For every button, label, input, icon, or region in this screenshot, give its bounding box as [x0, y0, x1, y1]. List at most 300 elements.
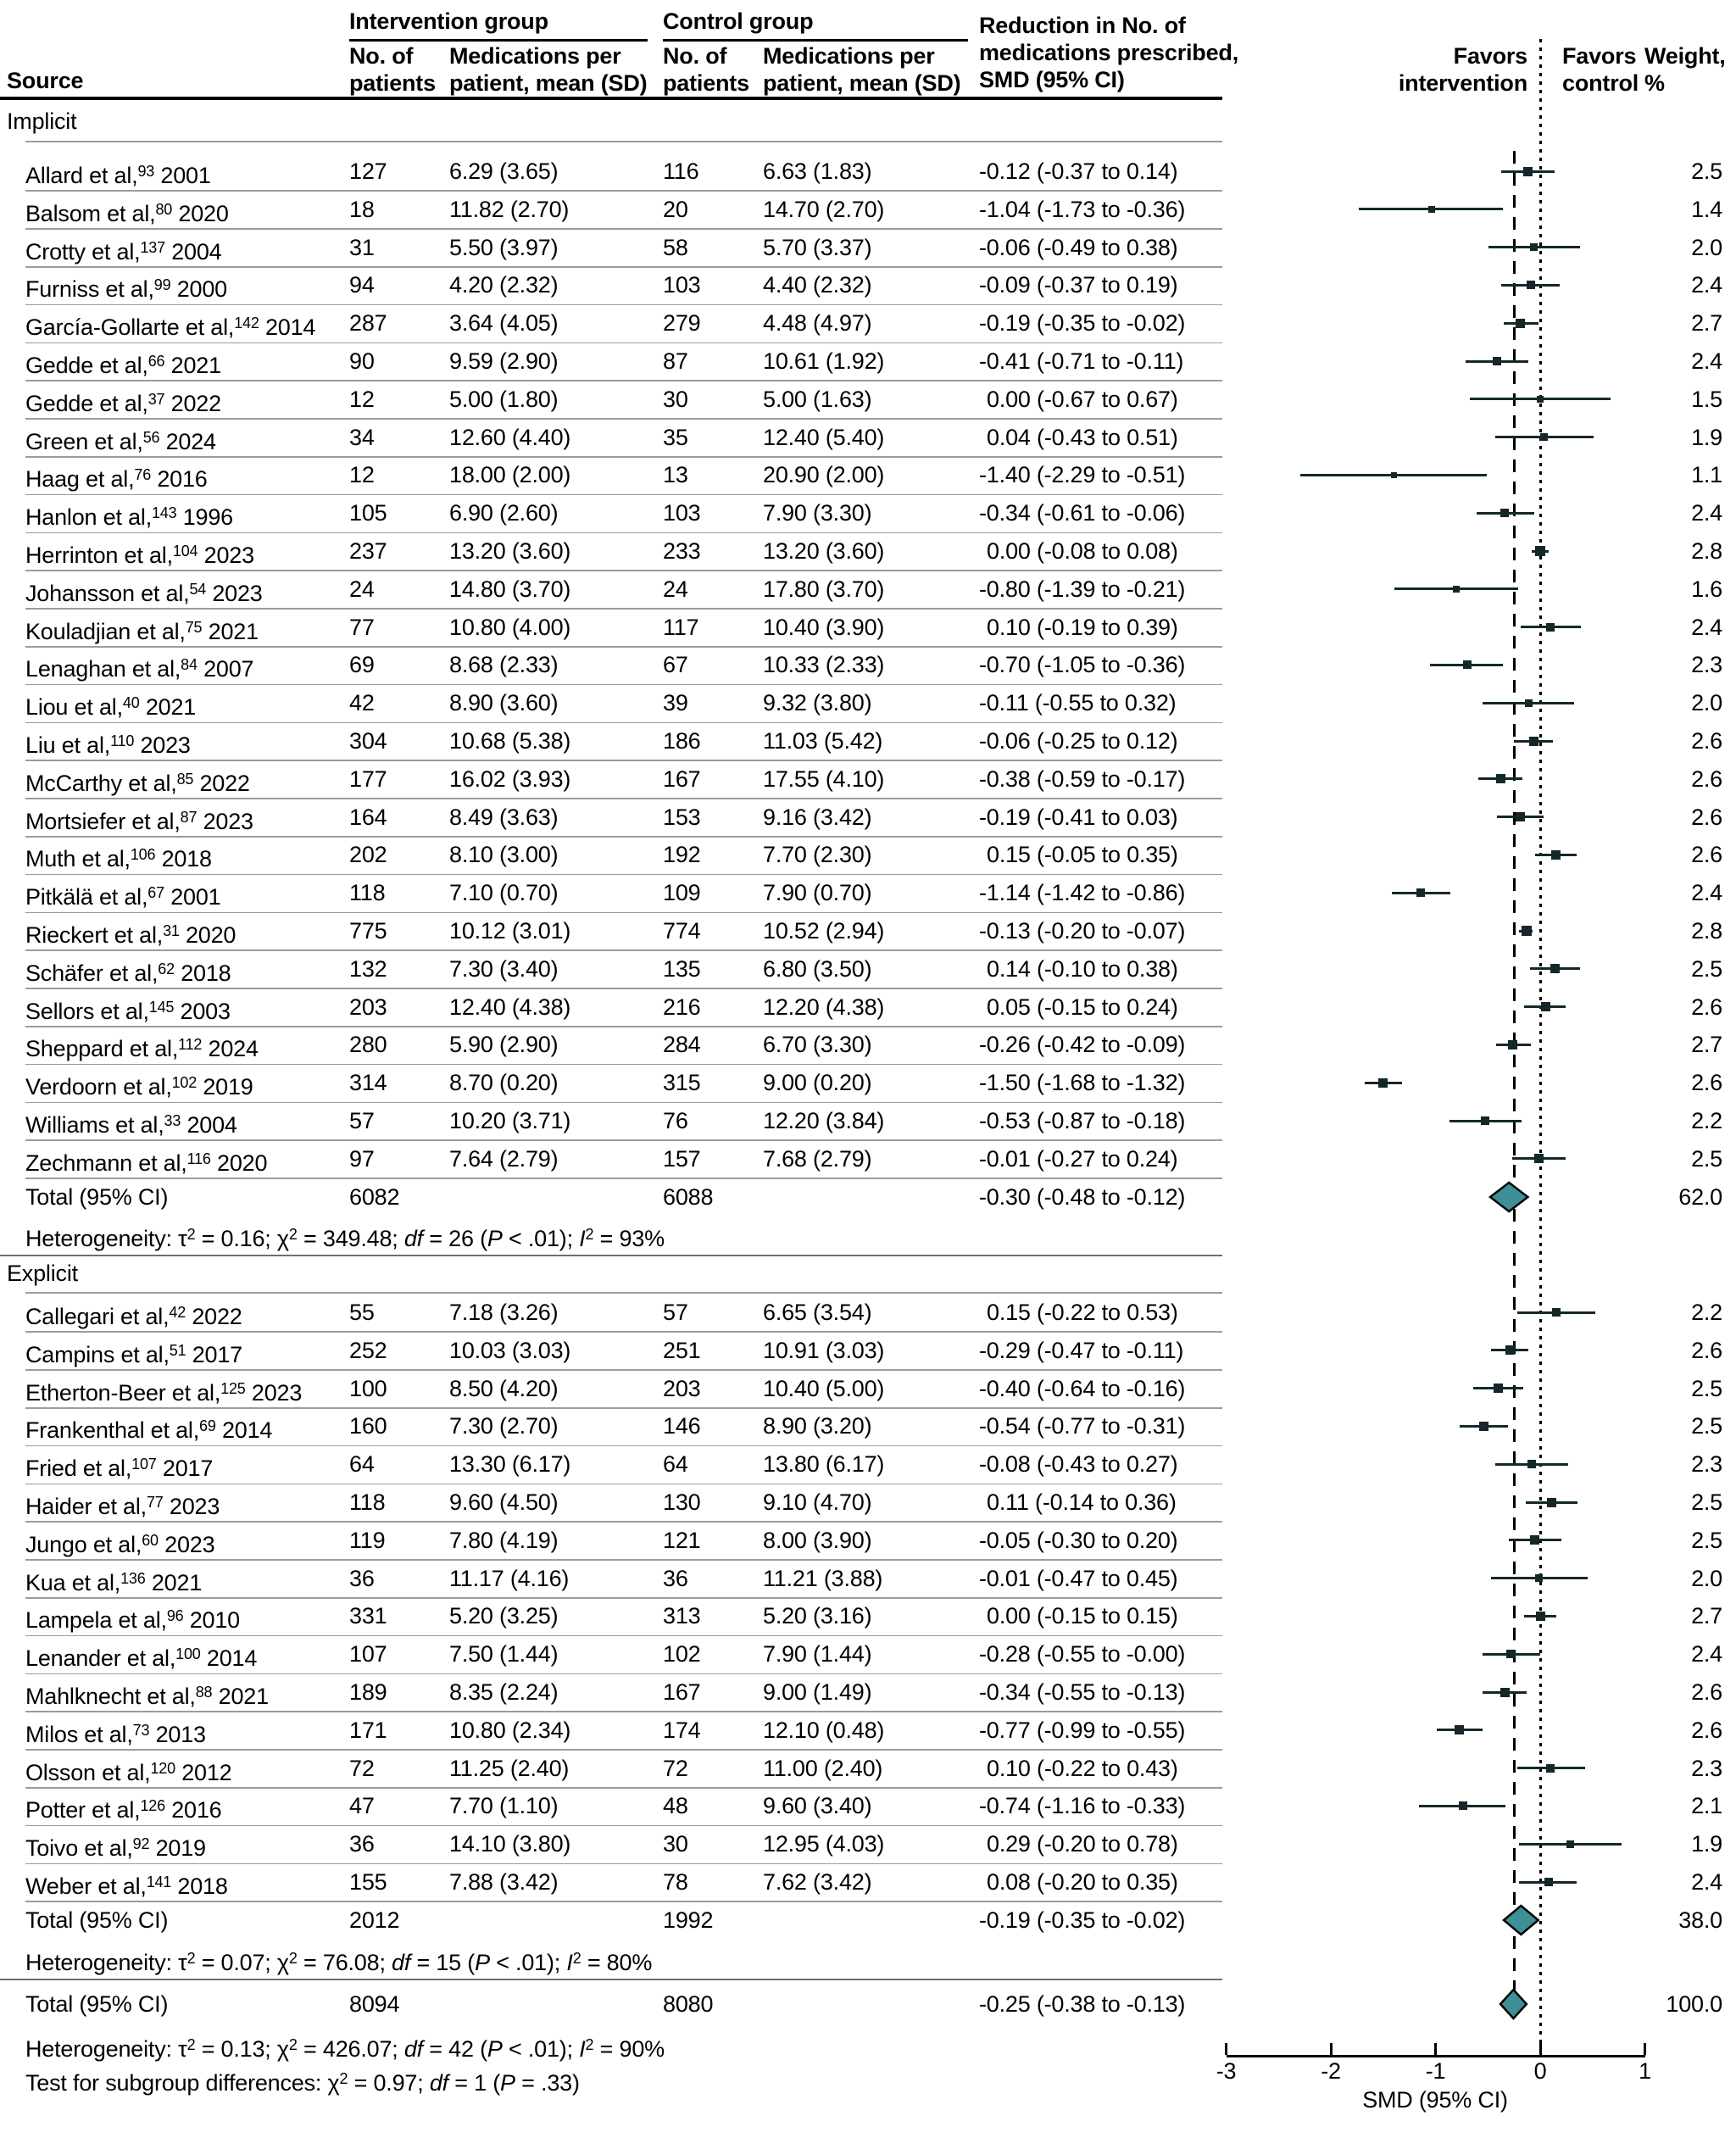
axis-tick-label: 0: [1533, 2058, 1547, 2084]
axis-tick: [1434, 2043, 1437, 2055]
control-n: 117: [663, 614, 699, 640]
intervention-n: 2012: [349, 1907, 400, 1933]
study-source: Sellors et al,$^{145}$ 2003: [25, 998, 231, 1024]
weight-value: 62.0: [1678, 1183, 1722, 1210]
control-n: 36: [663, 1565, 688, 1591]
intervention-n: 287: [349, 310, 387, 337]
reference-superscript: 100: [175, 1645, 201, 1663]
control-n: 233: [663, 538, 701, 564]
control-mean-sd: 9.00 (1.49): [763, 1679, 872, 1705]
weight-value: 2.3: [1691, 1451, 1722, 1478]
reference-superscript: 54: [189, 580, 207, 598]
intervention-mean-sd: 5.90 (2.90): [449, 1032, 559, 1058]
weight-value: 2.4: [1691, 1641, 1722, 1668]
reference-superscript: 125: [220, 1379, 246, 1397]
note-segment: I: [566, 1950, 573, 1975]
study-source: Lenander et al,$^{100}$ 2014: [25, 1645, 258, 1672]
intervention-n: 18: [349, 196, 375, 222]
smd-value: 0.14 (-0.10 to 0.38): [987, 955, 1178, 982]
note-segment: < .01);: [489, 1950, 567, 1975]
intervention-mean-sd: 8.68 (2.33): [449, 652, 559, 678]
smd-value: 0.04 (-0.43 to 0.51): [987, 424, 1178, 450]
control-mean-sd: 12.20 (3.84): [763, 1108, 885, 1133]
note-segment: 2: [585, 1226, 594, 1244]
intervention-mean-sd: 7.10 (0.70): [449, 880, 559, 906]
point-estimate-marker: [1378, 1078, 1388, 1088]
row-separator: [25, 1139, 1222, 1141]
point-estimate-marker: [1516, 812, 1525, 821]
row-separator: [25, 722, 1222, 724]
smd-value: -0.77 (-0.99 to -0.55): [979, 1717, 1186, 1743]
control-mean-sd: 9.00 (0.20): [763, 1070, 872, 1096]
intervention-n: 304: [349, 728, 387, 754]
reference-superscript: 120: [150, 1759, 175, 1777]
smd-value: 0.00 (-0.67 to 0.67): [987, 386, 1178, 412]
study-source: Toivo et al,$^{92}$ 2019: [25, 1835, 206, 1862]
point-estimate-marker: [1552, 1308, 1561, 1317]
study-source: Mortsiefer et al,$^{87}$ 2023: [25, 808, 253, 834]
note-segment: df: [429, 2070, 448, 2096]
column-header-smd: Reduction in No. of medications prescribed, SMD (95% CI): [979, 13, 1239, 92]
intervention-n: 8094: [349, 1991, 400, 2017]
note-segment: P: [475, 1950, 490, 1975]
weight-value: 2.5: [1691, 1375, 1722, 1401]
study-source: Balsom et al,$^{80}$ 2020: [25, 200, 229, 226]
control-mean-sd: 10.40 (5.00): [763, 1375, 885, 1401]
intervention-n: 69: [349, 652, 375, 678]
control-n: 1992: [663, 1907, 714, 1933]
note-segment: = 426.07;: [297, 2036, 404, 2062]
intervention-mean-sd: 7.64 (2.79): [449, 1145, 559, 1172]
intervention-mean-sd: 13.30 (6.17): [449, 1451, 571, 1478]
row-separator: [25, 1787, 1222, 1789]
control-n: 186: [663, 728, 701, 754]
study-source: Milos et al,$^{73}$ 2013: [25, 1721, 206, 1747]
control-n: 8080: [663, 1991, 714, 2017]
control-n: 103: [663, 500, 701, 526]
row-separator: [25, 949, 1222, 951]
row-separator: [25, 141, 1222, 142]
reference-superscript: 77: [146, 1494, 164, 1511]
weight-value: 1.6: [1691, 576, 1722, 602]
row-separator: [25, 1863, 1222, 1865]
reference-superscript: 85: [176, 770, 194, 788]
weight-value: 1.4: [1691, 196, 1722, 222]
row-separator: [25, 380, 1222, 381]
row-separator: [25, 1635, 1222, 1637]
point-estimate-marker: [1522, 926, 1532, 936]
intervention-mean-sd: 8.10 (3.00): [449, 842, 559, 868]
row-separator: [25, 912, 1222, 914]
total-label: Total (95% CI): [25, 1183, 169, 1210]
intervention-mean-sd: 5.20 (3.25): [449, 1603, 559, 1629]
control-mean-sd: 6.80 (3.50): [763, 955, 872, 982]
weight-value: 2.4: [1691, 880, 1722, 906]
point-estimate-marker: [1391, 472, 1397, 478]
reference-superscript: 37: [147, 390, 165, 408]
smd-value: -1.40 (-2.29 to -0.51): [979, 462, 1186, 488]
point-estimate-marker: [1505, 1345, 1515, 1355]
intervention-n: 171: [349, 1717, 387, 1743]
note-segment: 2: [288, 1226, 298, 1244]
smd-value: 0.29 (-0.20 to 0.78): [987, 1831, 1178, 1857]
study-source: Potter et al,$^{126}$ 2016: [25, 1797, 222, 1823]
reference-superscript: 137: [140, 238, 165, 256]
control-n: 13: [663, 462, 688, 488]
study-source: Olsson et al,$^{120}$ 2012: [25, 1759, 232, 1785]
note-segment: Heterogeneity: τ: [25, 1950, 187, 1975]
control-n: 6088: [663, 1183, 714, 1210]
control-n: 167: [663, 1679, 701, 1705]
intervention-n: 164: [349, 804, 387, 830]
point-estimate-marker: [1530, 1535, 1539, 1545]
intervention-n: 314: [349, 1070, 387, 1096]
row-separator: [25, 760, 1222, 761]
control-mean-sd: 7.90 (0.70): [763, 880, 872, 906]
row-separator: [25, 304, 1222, 306]
reference-superscript: 33: [164, 1112, 181, 1129]
intervention-n: 203: [349, 994, 387, 1020]
point-estimate-marker: [1463, 660, 1472, 669]
study-source: Kua et al,$^{136}$ 2021: [25, 1569, 203, 1595]
control-n: 315: [663, 1070, 701, 1096]
smd-value: 0.00 (-0.15 to 0.15): [987, 1603, 1178, 1629]
smd-value: 0.10 (-0.19 to 0.39): [987, 614, 1178, 640]
note-segment: = 90%: [593, 2036, 665, 2062]
reference-superscript: 93: [137, 163, 155, 180]
section-rule: [0, 1255, 1222, 1256]
row-separator: [25, 494, 1222, 496]
column-header-weight: Weight, %: [1644, 43, 1726, 96]
smd-value: -0.12 (-0.37 to 0.14): [979, 159, 1178, 184]
intervention-n: 42: [349, 690, 375, 716]
smd-value: -1.14 (-1.42 to -0.86): [979, 880, 1186, 906]
point-estimate-marker: [1527, 281, 1535, 289]
point-estimate-marker: [1550, 964, 1560, 973]
smd-value: -0.06 (-0.25 to 0.12): [979, 728, 1178, 754]
control-n: 146: [663, 1413, 701, 1439]
control-mean-sd: 7.90 (1.44): [763, 1641, 872, 1668]
smd-value: -0.08 (-0.43 to 0.27): [979, 1451, 1178, 1478]
row-separator: [25, 608, 1222, 610]
intervention-mean-sd: 6.90 (2.60): [449, 500, 559, 526]
axis-tick-label: 1: [1639, 2058, 1651, 2084]
intervention-n: 24: [349, 576, 375, 602]
weight-value: 2.0: [1691, 1565, 1722, 1591]
row-separator: [25, 570, 1222, 571]
study-source: Liu et al,$^{110}$ 2023: [25, 732, 191, 758]
intervention-mean-sd: 10.20 (3.71): [449, 1108, 571, 1133]
point-estimate-marker: [1534, 1154, 1544, 1163]
control-n: 87: [663, 348, 688, 374]
smd-value: -0.13 (-0.20 to -0.07): [979, 918, 1186, 944]
control-mean-sd: 7.70 (2.30): [763, 842, 872, 868]
note-segment: 2: [339, 2070, 348, 2087]
row-separator: [25, 342, 1222, 344]
control-n: 203: [663, 1375, 701, 1401]
weight-value: 2.1: [1691, 1793, 1722, 1819]
control-mean-sd: 5.00 (1.63): [763, 386, 872, 412]
section-rule: [0, 1979, 1222, 1980]
point-estimate-marker: [1530, 243, 1538, 251]
weight-value: 2.5: [1691, 1489, 1722, 1515]
row-separator: [25, 988, 1222, 989]
control-mean-sd: 13.20 (3.60): [763, 538, 885, 564]
control-n: 116: [663, 159, 699, 184]
x-axis-title: SMD (95% CI): [1362, 2087, 1508, 2113]
weight-value: 2.8: [1691, 538, 1722, 564]
smd-value: 0.11 (-0.14 to 0.36): [987, 1489, 1177, 1515]
intervention-mean-sd: 16.02 (3.93): [449, 766, 571, 792]
reference-superscript: 88: [195, 1684, 213, 1701]
smd-value: -0.28 (-0.55 to -0.00): [979, 1641, 1186, 1668]
section-label: Explicit: [7, 1261, 78, 1286]
intervention-n: 105: [349, 500, 387, 526]
row-separator: [25, 532, 1222, 534]
study-source: Gedde et al,$^{66}$ 2021: [25, 353, 221, 378]
weight-value: 2.0: [1691, 690, 1722, 716]
note-segment: df: [403, 1226, 423, 1252]
note-segment: < .01);: [502, 1226, 580, 1252]
control-n: 109: [663, 880, 701, 906]
row-separator: [25, 1292, 1222, 1294]
control-group-underline: [663, 39, 968, 42]
smd-value: 0.00 (-0.08 to 0.08): [987, 538, 1178, 564]
weight-value: 2.6: [1691, 766, 1722, 792]
row-separator: [25, 1749, 1222, 1751]
point-estimate-marker: [1455, 1725, 1464, 1734]
intervention-mean-sd: 7.18 (3.26): [449, 1300, 559, 1325]
smd-value: -0.01 (-0.27 to 0.24): [979, 1145, 1178, 1172]
point-estimate-marker: [1494, 1384, 1503, 1393]
control-mean-sd: 14.70 (2.70): [763, 196, 885, 222]
note-segment: Test for subgroup differences: χ: [25, 2070, 340, 2096]
intervention-n: 775: [349, 918, 387, 944]
summary-diamond: [1498, 1987, 1529, 2021]
control-n: 30: [663, 386, 688, 412]
point-estimate-marker: [1541, 1002, 1550, 1011]
heterogeneity-note: [25, 2032, 665, 2062]
control-mean-sd: 12.95 (4.03): [763, 1831, 885, 1857]
intervention-n: 280: [349, 1032, 387, 1058]
study-source: Hanlon et al,$^{143}$ 1996: [25, 504, 234, 531]
note-segment: I: [579, 2036, 586, 2062]
weight-value: 2.6: [1691, 1679, 1722, 1705]
study-source: Johansson et al,$^{54}$ 2023: [25, 580, 263, 606]
point-estimate-marker: [1527, 1460, 1536, 1468]
intervention-mean-sd: 7.70 (1.10): [449, 1793, 559, 1819]
intervention-mean-sd: 12.60 (4.40): [449, 424, 571, 450]
note-segment: Heterogeneity: τ: [25, 2036, 187, 2062]
control-mean-sd: 9.10 (4.70): [763, 1489, 872, 1515]
row-separator: [25, 1331, 1222, 1333]
smd-value: -0.26 (-0.42 to -0.09): [979, 1032, 1186, 1058]
note-segment: = 26 (: [422, 1226, 487, 1252]
weight-value: 2.5: [1691, 955, 1722, 982]
weight-value: 2.6: [1691, 1070, 1722, 1096]
smd-value: 0.15 (-0.22 to 0.53): [987, 1300, 1178, 1325]
column-header-control-group: Control group: [663, 8, 814, 34]
row-separator: [25, 1673, 1222, 1675]
row-separator: [25, 1825, 1222, 1827]
control-n: 30: [663, 1831, 688, 1857]
point-estimate-marker: [1508, 1040, 1517, 1050]
point-estimate-marker: [1523, 167, 1533, 176]
weight-value: 2.7: [1691, 1603, 1722, 1629]
row-separator: [25, 1711, 1222, 1712]
control-n: 279: [663, 310, 701, 337]
intervention-mean-sd: 5.00 (1.80): [449, 386, 559, 412]
control-mean-sd: 7.90 (3.30): [763, 500, 872, 526]
intervention-n: 189: [349, 1679, 387, 1705]
study-source: Williams et al,$^{33}$ 2004: [25, 1112, 237, 1138]
study-source: Schäfer et al,$^{62}$ 2018: [25, 960, 231, 986]
intervention-n: 6082: [349, 1183, 400, 1210]
control-mean-sd: 8.90 (3.20): [763, 1413, 872, 1439]
axis-tick-label: -2: [1321, 2058, 1341, 2084]
point-estimate-marker: [1453, 586, 1460, 593]
weight-value: 2.8: [1691, 918, 1722, 944]
control-n: 57: [663, 1300, 688, 1325]
intervention-mean-sd: 10.68 (5.38): [449, 728, 571, 754]
summary-diamond: [1488, 1180, 1530, 1214]
weight-value: 2.6: [1691, 842, 1722, 868]
control-n: 130: [663, 1489, 701, 1515]
study-source: Green et al,$^{56}$ 2024: [25, 428, 216, 454]
axis-tick: [1539, 2043, 1542, 2055]
reference-superscript: 102: [171, 1074, 198, 1092]
note-segment: = 0.07; χ: [195, 1950, 289, 1975]
smd-value: -0.30 (-0.48 to -0.12): [979, 1183, 1186, 1210]
weight-value: 2.3: [1691, 652, 1722, 678]
note-segment: = 93%: [593, 1226, 665, 1252]
control-n: 167: [663, 766, 701, 792]
reference-superscript: 76: [134, 466, 152, 484]
note-segment: < .01);: [502, 2036, 580, 2062]
control-n: 39: [663, 690, 688, 716]
intervention-n: 94: [349, 272, 375, 298]
weight-value: 2.6: [1691, 1337, 1722, 1363]
control-n: 251: [663, 1337, 701, 1363]
smd-value: -0.29 (-0.47 to -0.11): [979, 1337, 1184, 1363]
study-source: Liou et al,$^{40}$ 2021: [25, 694, 197, 721]
weight-value: 2.2: [1691, 1108, 1722, 1133]
point-estimate-marker: [1479, 1422, 1488, 1431]
smd-value: -0.38 (-0.59 to -0.17): [979, 766, 1186, 792]
intervention-n: 331: [349, 1603, 387, 1629]
smd-value: -0.70 (-1.05 to -0.36): [979, 652, 1186, 678]
reference-superscript: 104: [172, 543, 198, 560]
control-n: 24: [663, 576, 688, 602]
intervention-n: 100: [349, 1375, 387, 1401]
intervention-n: 36: [349, 1565, 375, 1591]
study-source: García-Gollarte et al,$^{142}$ 2014: [25, 315, 316, 341]
intervention-mean-sd: 13.20 (3.60): [449, 538, 571, 564]
smd-value: -0.01 (-0.47 to 0.45): [979, 1565, 1178, 1591]
intervention-n: 252: [349, 1337, 387, 1363]
weight-value: 2.5: [1691, 1413, 1722, 1439]
row-separator: [25, 228, 1222, 230]
intervention-n: 55: [349, 1300, 375, 1325]
smd-value: 0.05 (-0.15 to 0.24): [987, 994, 1178, 1020]
point-estimate-marker: [1493, 357, 1501, 365]
smd-value: 0.08 (-0.20 to 0.35): [987, 1869, 1178, 1895]
row-separator: [25, 190, 1222, 192]
intervention-n: 118: [349, 880, 386, 906]
control-mean-sd: 5.70 (3.37): [763, 234, 872, 260]
smd-value: -0.19 (-0.35 to -0.02): [979, 1907, 1186, 1933]
overall-estimate-line: [1513, 151, 1516, 2021]
smd-value: 0.15 (-0.05 to 0.35): [987, 842, 1178, 868]
weight-value: 1.1: [1691, 462, 1722, 488]
reference-superscript: 66: [147, 353, 165, 370]
point-estimate-marker: [1500, 509, 1509, 517]
intervention-n: 34: [349, 424, 375, 450]
control-mean-sd: 11.00 (2.40): [763, 1755, 883, 1781]
row-separator: [25, 1407, 1222, 1409]
reference-superscript: 143: [152, 504, 177, 522]
row-separator: [25, 836, 1222, 838]
control-n: 78: [663, 1869, 688, 1895]
weight-value: 2.6: [1691, 1717, 1722, 1743]
smd-value: -1.50 (-1.68 to -1.32): [979, 1070, 1186, 1096]
control-mean-sd: 4.48 (4.97): [763, 310, 872, 337]
note-segment: P: [500, 2070, 515, 2096]
study-source: Herrinton et al,$^{104}$ 2023: [25, 543, 254, 568]
intervention-n: 12: [349, 386, 375, 412]
total-label: Total (95% CI): [25, 1991, 169, 2017]
note-segment: 2: [186, 2036, 196, 2053]
study-source: Lenaghan et al,$^{84}$ 2007: [25, 656, 254, 682]
control-n: 102: [663, 1641, 701, 1668]
intervention-n: 57: [349, 1108, 375, 1133]
point-estimate-marker: [1496, 774, 1505, 783]
section-label: Implicit: [7, 109, 77, 134]
weight-value: 2.0: [1691, 234, 1722, 260]
column-header-control-meds: Medications per patient, mean (SD): [763, 43, 961, 96]
reference-superscript: 136: [120, 1569, 146, 1587]
reference-superscript: 75: [185, 618, 203, 636]
smd-value: -0.40 (-0.64 to -0.16): [979, 1375, 1186, 1401]
reference-superscript: 40: [122, 694, 140, 712]
control-n: 35: [663, 424, 688, 450]
point-estimate-marker: [1551, 850, 1561, 860]
intervention-mean-sd: 4.20 (2.32): [449, 272, 559, 298]
note-segment: = 0.97;: [348, 2070, 430, 2096]
point-estimate-marker: [1546, 1764, 1555, 1773]
intervention-mean-sd: 8.49 (3.63): [449, 804, 559, 830]
study-source: Furniss et al,$^{99}$ 2000: [25, 276, 227, 303]
column-header-intervention-n: No. of patients: [349, 43, 436, 96]
row-separator: [25, 1559, 1222, 1561]
row-separator: [25, 1445, 1222, 1447]
control-mean-sd: 12.40 (5.40): [763, 424, 885, 450]
control-mean-sd: 11.21 (3.88): [763, 1565, 883, 1591]
row-separator: [25, 684, 1222, 686]
row-separator: [25, 1102, 1222, 1104]
smd-value: -0.53 (-0.87 to -0.18): [979, 1108, 1186, 1133]
point-estimate-marker: [1525, 699, 1533, 707]
note-segment: 2: [585, 2036, 594, 2053]
row-separator: [25, 1521, 1222, 1523]
smd-value: -1.04 (-1.73 to -0.36): [979, 196, 1186, 222]
intervention-mean-sd: 8.35 (2.24): [449, 1679, 559, 1705]
smd-value: -0.19 (-0.41 to 0.03): [979, 804, 1178, 830]
intervention-n: 107: [349, 1641, 387, 1668]
control-n: 192: [663, 842, 701, 868]
weight-value: 2.5: [1691, 1145, 1722, 1172]
note-segment: = 15 (: [410, 1950, 476, 1975]
